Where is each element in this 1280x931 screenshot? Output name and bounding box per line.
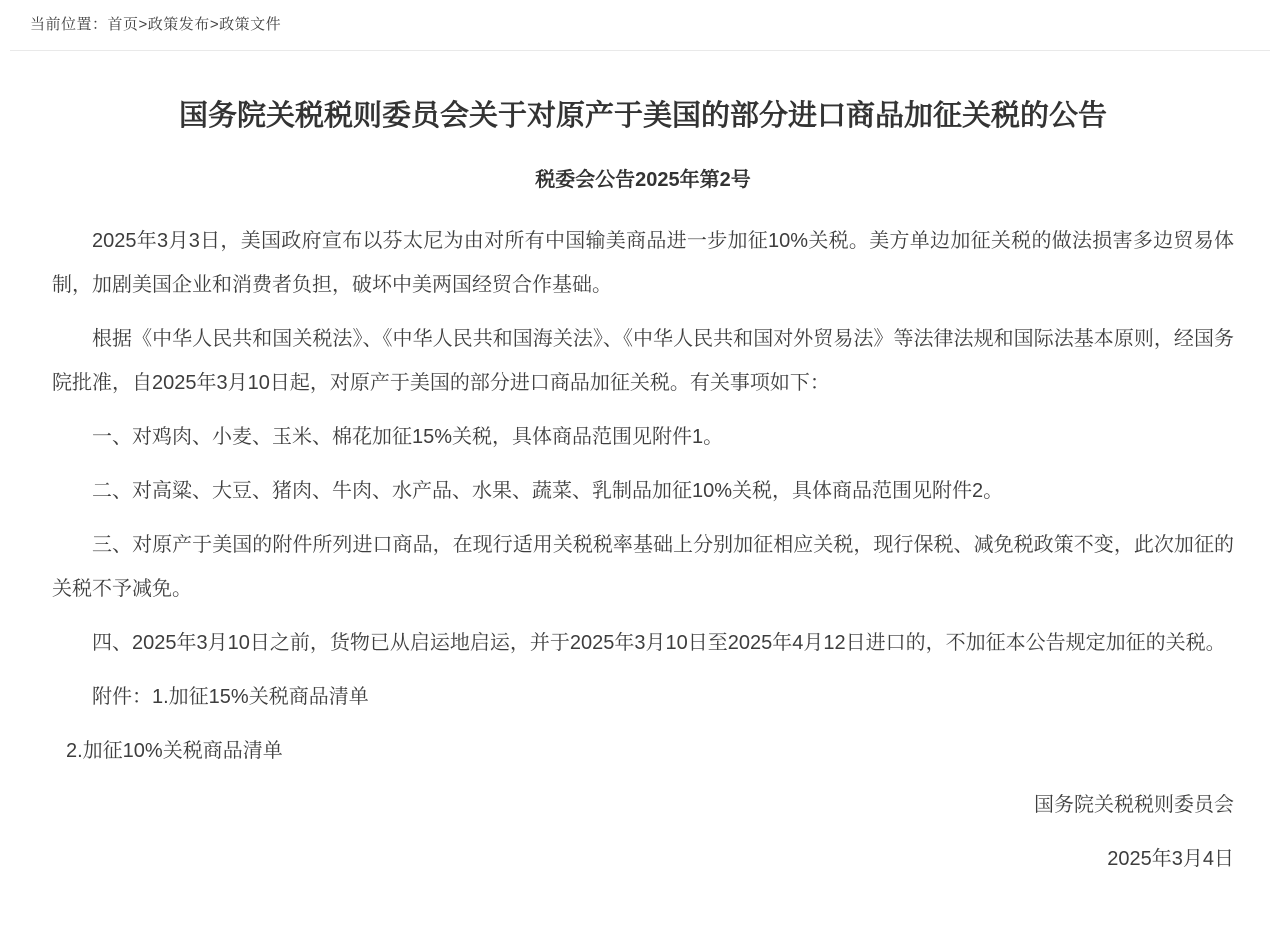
breadcrumb <box>0 0 1280 34</box>
announcement-paragraph-2: 根据《中华人民共和国关税法》、《中华人民共和国海关法》、《中华人民共和国对外贸易法》等法律法规和国际法基本原则，经国务院批准，自2025年3月10日起，对原产于美国的部分进口商品加征关税。有关事项如下： <box>52 328 1234 394</box>
attachment-link-1[interactable]: 1.加征15%关税商品清单 <box>152 686 369 708</box>
breadcrumb-separator: > <box>138 16 148 33</box>
breadcrumb-link-policy-release[interactable]: 政策发布 <box>147 16 210 33</box>
document-content <box>0 96 1280 881</box>
attachment-link-2[interactable]: 2.加征10%关税商品清单 <box>66 740 283 762</box>
announcement-item-3: 三、对原产于美国的附件所列进口商品，在现行适用关税税率基础上分别加征相应关税，现行保税、减免税政策不变，此次加征的关税不予减免。 <box>52 534 1234 600</box>
announcement-paragraph-1: 2025年3月3日，美国政府宣布以芬太尼为由对所有中国输美商品进一步加征10%关税。美方单边加征关税的做法损害多边贸易体制，加剧美国企业和消费者负担，破坏中美两国经贸合作基础。 <box>52 230 1234 296</box>
breadcrumb-separator: > <box>209 16 220 33</box>
date: 2025年3月4日 <box>1107 848 1234 870</box>
signature: 国务院关税税则委员会 <box>1034 794 1234 816</box>
divider <box>10 50 1270 51</box>
breadcrumb-link-home[interactable]: 首页 <box>107 16 139 33</box>
announcement-item-4: 四、2025年3月10日之前，货物已从启运地启运，并于2025年3月10日至2025年4月12日进口的，不加征本公告规定加征的关税。 <box>92 632 1226 654</box>
breadcrumb-link-policy-documents[interactable]: 政策文件 <box>219 16 282 33</box>
attachments-line-2 <box>52 729 1234 773</box>
announcement-item-2: 二、对高粱、大豆、猪肉、牛肉、水产品、水果、蔬菜、乳制品加征10%关税，具体商品范围见附件2。 <box>92 480 1004 502</box>
attachments-label: 附件： <box>92 686 152 708</box>
doc-body <box>52 219 1234 881</box>
page-title: 国务院关税税则委员会关于对原产于美国的部分进口商品加征关税的公告 <box>178 100 1107 132</box>
attachments-line-1 <box>52 675 1234 719</box>
doc-number: 税委会公告2025年第2号 <box>535 169 751 191</box>
breadcrumb-label: 当前位置： <box>30 16 108 33</box>
announcement-item-1: 一、对鸡肉、小麦、玉米、棉花加征15%关税，具体商品范围见附件1。 <box>92 426 724 448</box>
